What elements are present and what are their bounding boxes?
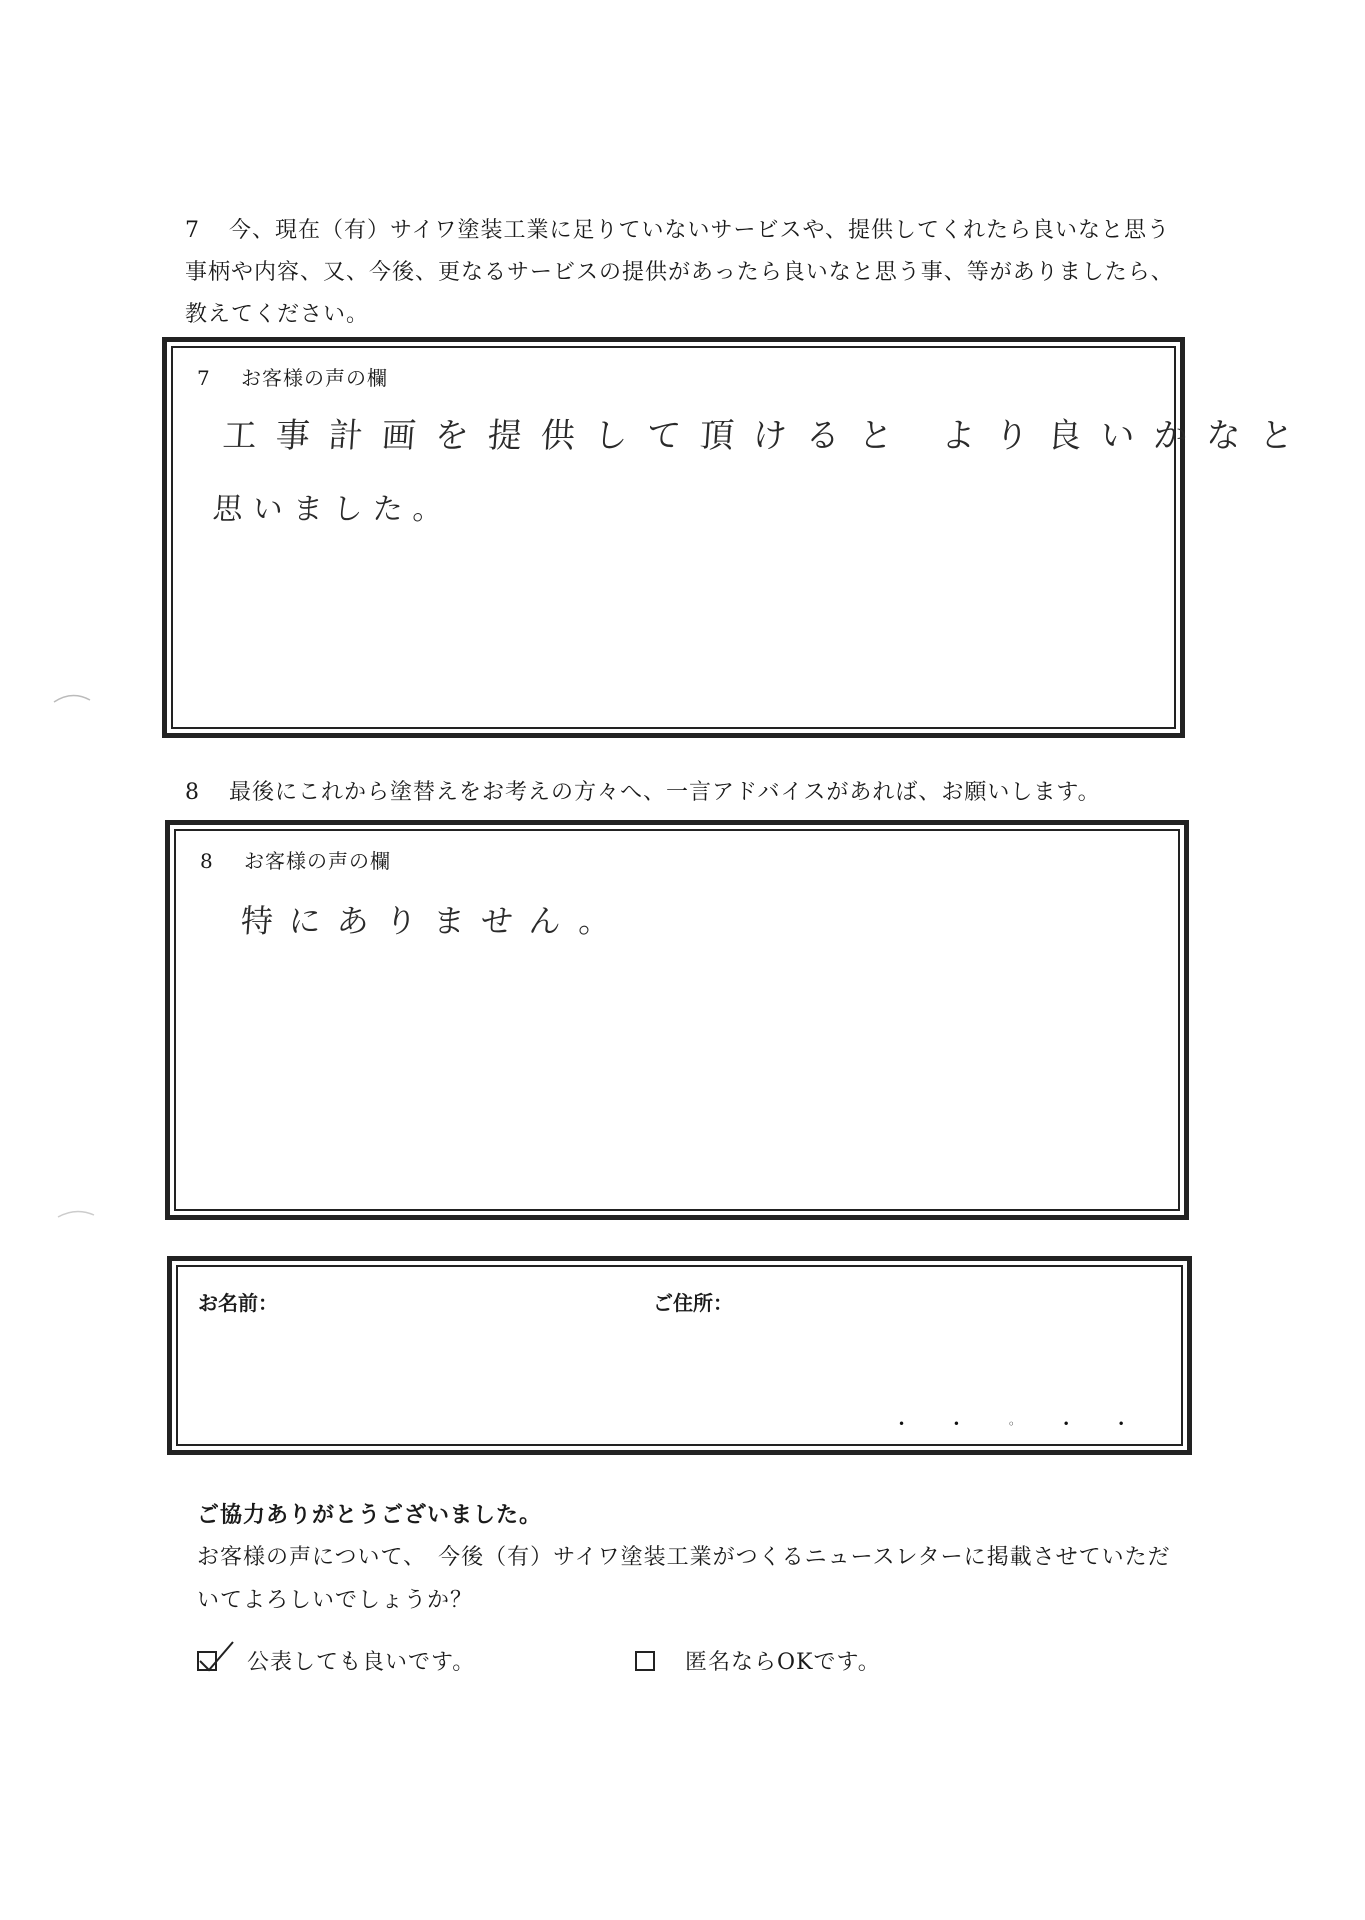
question-8 bbox=[185, 772, 1185, 814]
option-anonymous[interactable] bbox=[635, 1645, 881, 1676]
option-public-label: 公表しても良いです。 bbox=[247, 1650, 476, 1675]
question-8-text: 最後にこれから塗替えをお考えの方々へ、一言アドバイスがあれば、お願いします。 bbox=[229, 780, 1101, 805]
customer-info-box bbox=[167, 1256, 1192, 1455]
name-label: お名前： bbox=[198, 1291, 278, 1315]
question-7 bbox=[185, 210, 1185, 336]
scan-mark bbox=[52, 690, 92, 704]
handwritten-answer-7-line1: 工事計画を提供して頂けると より良いかなと bbox=[221, 416, 1314, 456]
question-7-text: 今、現在（有）サイワ塗装工業に足りていないサービスや、提供してくれたら良いなと思う事柄や内容、又、今後、更なるサービスの提供があったら良いなと思う事、等がありましたら、教えてください。 bbox=[185, 218, 1174, 327]
scan-mark bbox=[56, 1205, 96, 1219]
option-public-checkbox[interactable] bbox=[197, 1651, 217, 1671]
option-anonymous-checkbox[interactable] bbox=[635, 1651, 655, 1671]
question-8-number: 8 bbox=[185, 780, 200, 805]
handwritten-answer-8: 特にありません。 bbox=[239, 902, 629, 940]
answer-box-8-number: 8 bbox=[200, 849, 214, 873]
answer-box-7 bbox=[162, 337, 1314, 738]
redacted-address-remnant: • • ◦ • • bbox=[898, 1417, 1147, 1431]
thanks-heading: ご協力ありがとうございました。 bbox=[197, 1503, 543, 1528]
question-7-number: 7 bbox=[185, 218, 200, 243]
handwritten-answer-7-line2: 思いました。 bbox=[211, 492, 454, 527]
answer-box-7-title: お客様の声の欄 bbox=[241, 366, 388, 390]
answer-box-7-label bbox=[197, 362, 388, 391]
answer-box-8 bbox=[165, 820, 1189, 1220]
newsletter-question: お客様の声について、 今後（有）サイワ塗装工業がつくるニュースレターに掲載させていただいてよろしいでしょうか？ bbox=[197, 1545, 1171, 1613]
answer-box-8-title: お客様の声の欄 bbox=[244, 849, 391, 873]
address-label: ご住所： bbox=[653, 1291, 733, 1315]
checkmark-icon bbox=[197, 1639, 237, 1675]
option-public[interactable] bbox=[197, 1645, 475, 1676]
answer-box-7-number: 7 bbox=[197, 366, 211, 390]
answer-box-8-label bbox=[200, 845, 391, 874]
option-anonymous-label: 匿名ならOKです。 bbox=[685, 1650, 881, 1675]
